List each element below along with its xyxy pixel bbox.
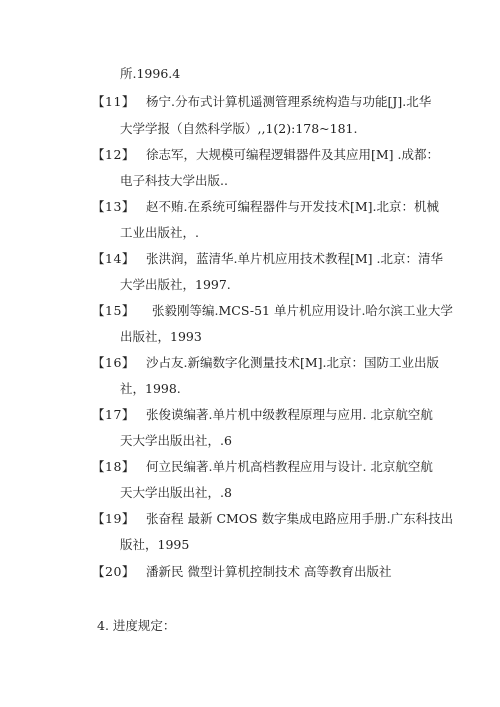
reference-number: 【17】 [92, 407, 135, 422]
reference-number: 【15】 [92, 303, 135, 318]
reference-text-line: 潘新民 微型计算机控制技术 高等教育出版社 [146, 564, 392, 579]
reference-number: 【14】 [92, 251, 135, 266]
reference-text-line: 张毅刚等编.MCS-51 单片机应用设计.哈尔滨工业大学 [152, 303, 453, 318]
reference-number: 【20】 [92, 564, 135, 579]
reference-text-line: 张洪润，蓝清华.单片机应用技术教程[M] .北京：清华 [146, 251, 443, 266]
reference-text-line: 版社，1995 [120, 537, 190, 552]
reference-text-line: 天大学出版出社，.8 [120, 485, 232, 500]
reference-number: 【13】 [92, 199, 135, 214]
reference-number: 【19】 [92, 511, 135, 526]
reference-text-line: 沙占友.新编数字化测量技术[M].北京：国防工业出版 [146, 355, 440, 370]
section-heading: 4. 进度规定： [97, 618, 176, 633]
reference-text-line: 杨宁.分布式计算机遥测管理系统构造与功能[J].北华 [146, 94, 432, 109]
reference-text-line: 工业出版社，. [120, 225, 199, 240]
reference-text-line: 电子科技大学出版.. [120, 173, 228, 188]
reference-text-line: 张奋程 最新 CMOS 数字集成电路应用手册.广东科技出 [146, 511, 454, 526]
reference-text-line: 社，1998. [120, 381, 181, 396]
reference-text-line: 大学出版社，1997. [120, 277, 231, 292]
reference-number: 【16】 [92, 355, 135, 370]
reference-number: 【11】 [92, 94, 135, 109]
reference-text-line: 赵不贿.在系统可编程器件与开发技术[M].北京：机械 [146, 199, 440, 214]
reference-text-line: 徐志军，大规模可编程逻辑器件及其应用[M] .成都： [146, 147, 440, 162]
reference-text-line: 出版社，1993 [120, 329, 202, 344]
reference-text-line: 张俊谟编著.单片机中级教程原理与应用. 北京航空航 [146, 407, 433, 422]
reference-number: 【12】 [92, 147, 135, 162]
continuation-line: 所.1996.4 [120, 66, 181, 81]
reference-text-line: 天大学出版出社，.6 [120, 433, 232, 448]
reference-number: 【18】 [92, 459, 135, 474]
reference-text-line: 大学学报（自然科学版）,,1(2):178~181. [120, 121, 358, 136]
reference-text-line: 何立民编著.单片机高档教程应用与设计. 北京航空航 [146, 459, 433, 474]
